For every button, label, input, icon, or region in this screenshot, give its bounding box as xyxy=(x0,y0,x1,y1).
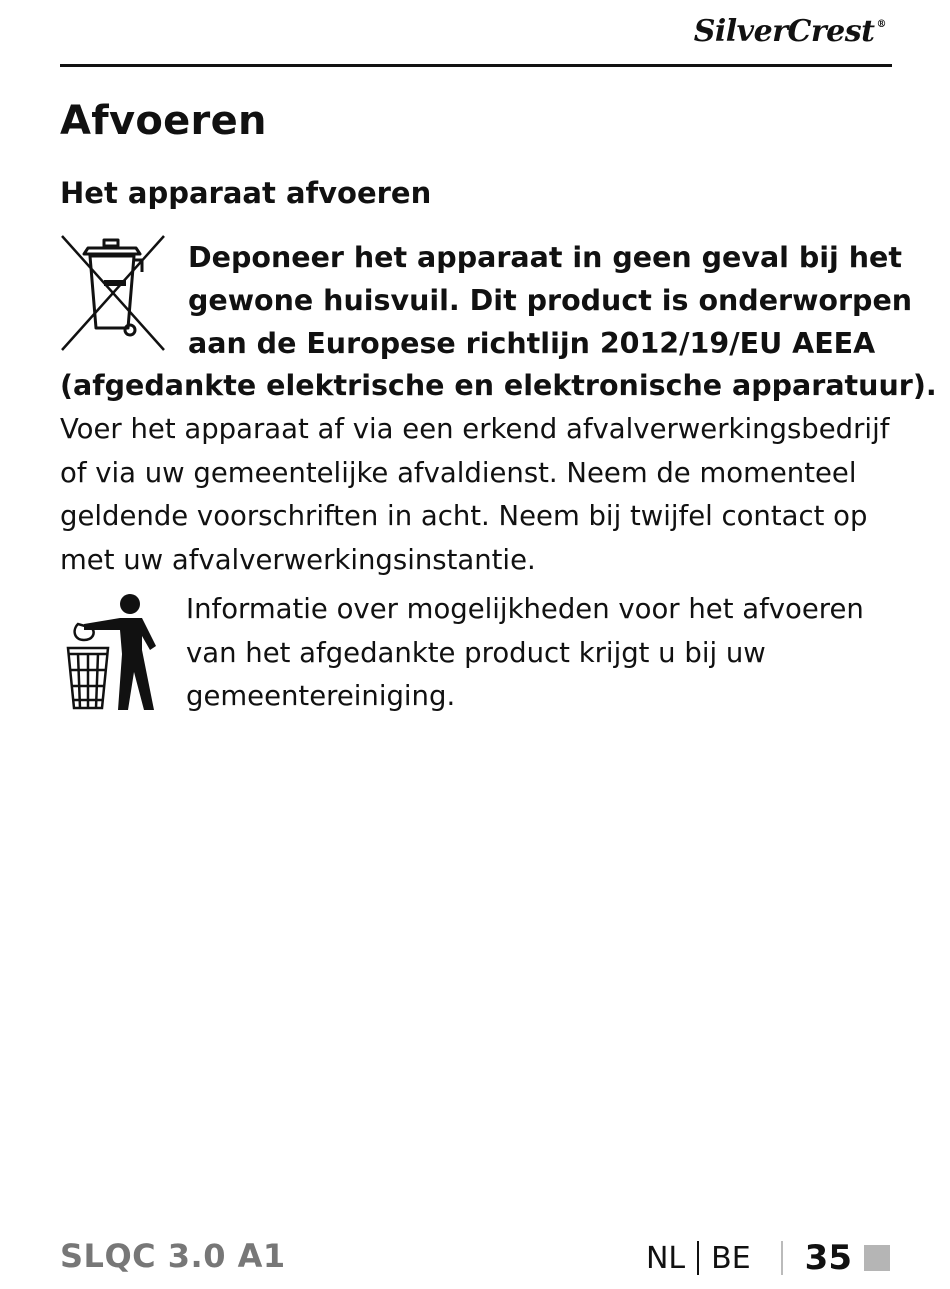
info-line: Informatie over mogelijkheden voor het afvoeren xyxy=(186,593,864,625)
brand-name: SilverCrest xyxy=(693,14,875,49)
body-line: geldende voorschriften in acht. Neem bij twijfel contact op xyxy=(60,500,868,532)
page-title: Afvoeren xyxy=(60,98,267,144)
weee-warning-line: Deponeer het apparaat in geen geval bij het xyxy=(188,241,902,274)
disposal-instructions xyxy=(60,408,900,582)
weee-warning-line: gewone huisvuil. Dit product is onderworpen xyxy=(188,284,913,317)
language-code-nl: NL xyxy=(645,1240,686,1276)
page-marker-square xyxy=(864,1245,890,1271)
section-subtitle: Het apparaat afvoeren xyxy=(60,176,432,210)
body-line: met uw afvalverwerkingsinstantie. xyxy=(60,543,536,576)
tidyman-disposal-icon xyxy=(62,590,162,712)
body-line: of via uw gemeentelijke afvaldienst. Neem de momenteel xyxy=(60,456,857,489)
body-line: Voer het apparaat af via een erkend afvalverwerkingsbedrijf xyxy=(60,413,890,445)
divider xyxy=(697,1241,699,1275)
info-line: gemeentereiniging. xyxy=(186,680,456,712)
header-rule xyxy=(60,64,892,67)
language-code-be: BE xyxy=(711,1240,751,1276)
weee-warning-line: (afgedankte elektrische en elektronische apparatuur). xyxy=(60,369,937,402)
info-line: van het afgedankte product krijgt u bij uw xyxy=(186,636,766,669)
crossed-out-wheelie-bin-icon xyxy=(58,232,168,354)
trademark-symbol: ® xyxy=(876,19,886,30)
page-number: 35 xyxy=(804,1238,852,1278)
divider xyxy=(781,1241,783,1275)
weee-warning-line: aan de Europese richtlijn 2012/19/EU AEEA xyxy=(188,327,876,360)
brand-logo xyxy=(694,14,886,49)
model-number: SLQC 3.0 A1 xyxy=(60,1237,286,1275)
disposal-info-text xyxy=(186,588,886,719)
footer-pagination xyxy=(646,1236,890,1280)
weee-warning-text xyxy=(188,236,913,365)
